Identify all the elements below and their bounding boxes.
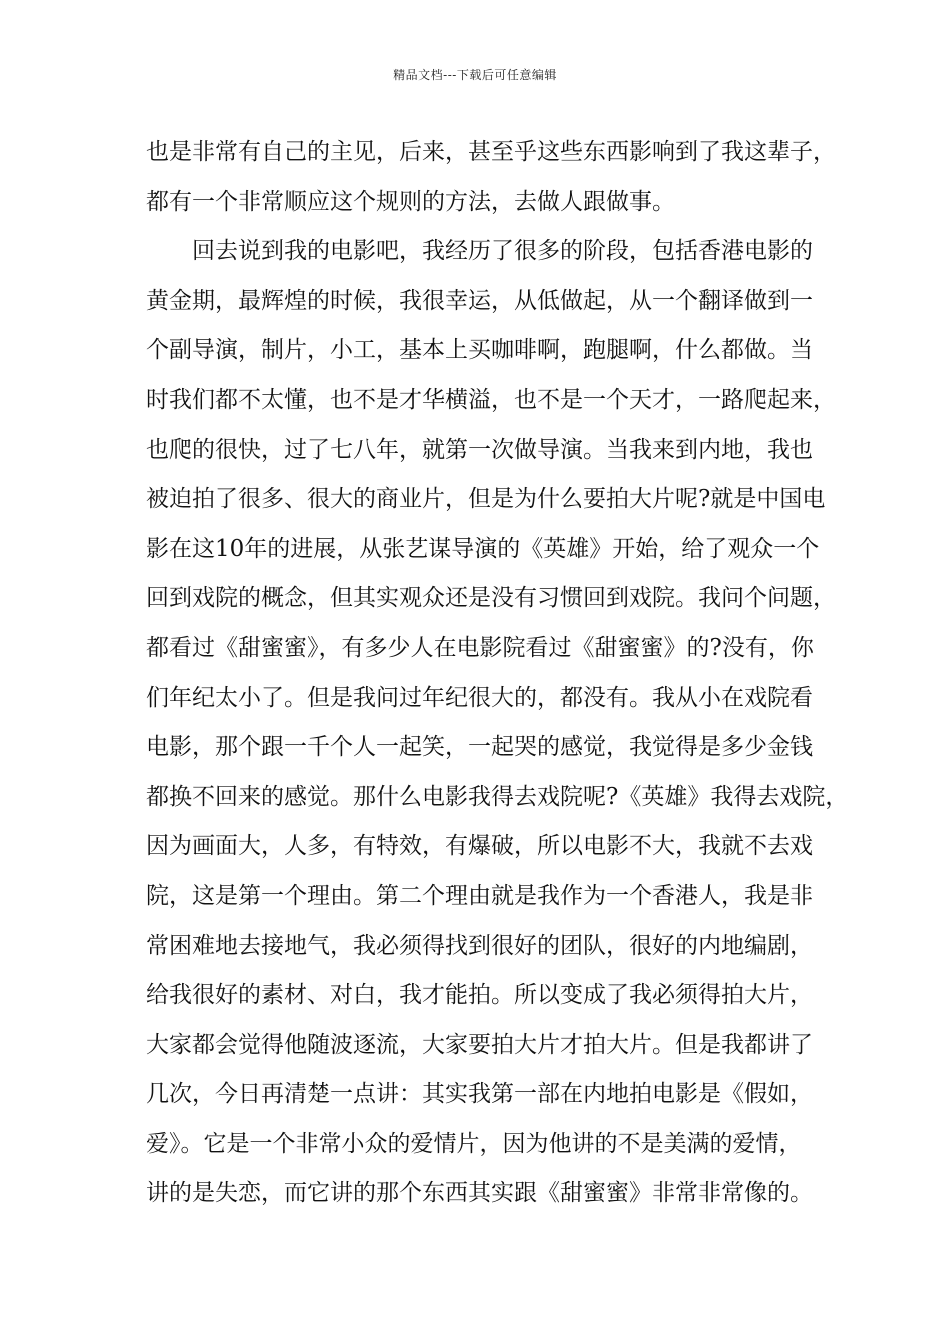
text-line: 黄金期，最辉煌的时候，我很幸运，从低做起，从一个翻译做到一 [146, 287, 813, 314]
text-line: 大家都会觉得他随波逐流，大家要拍大片才拍大片。但是我都讲了 [146, 1031, 813, 1058]
body-text [146, 128, 849, 1219]
text-line: 几次，今日再清楚一点讲：其实我第一部在内地拍电影是《假如， [146, 1081, 813, 1108]
text-line: 也是非常有自己的主见，后来，甚至乎这些东西影响到了我这辈子， [146, 139, 836, 165]
text-line: 讲的是失恋，而它讲的那个东西其实跟《甜蜜蜜》非常非常像的。 [146, 1180, 813, 1207]
text-line: 回到戏院的概念，但其实观众还是没有习惯回到戏院。我问个问题， [146, 585, 836, 612]
text-line: 被迫拍了很多、很大的商业片，但是为什么要拍大片呢?就是中国电 [146, 486, 826, 513]
text-line: 都换不回来的感觉。那什么电影我得去戏院呢?《英雄》我得去戏院， [146, 783, 849, 810]
text-line: 时我们都不太懂，也不是才华横溢，也不是一个天才，一路爬起来， [146, 386, 836, 413]
text-line: 常困难地去接地气，我必须得找到很好的团队，很好的内地编剧， [146, 932, 813, 959]
text-line: 影在这10年的进展，从张艺谋导演的《英雄》开始，给了观众一个 [146, 535, 820, 562]
text-line: 都有一个非常顺应这个规则的方法，去做人跟做事。 [146, 188, 675, 215]
page-header: 精品文档---下载后可任意编辑 [393, 68, 557, 82]
text-line: 给我很好的素材、对白，我才能拍。所以变成了我必须得拍大片， [146, 982, 813, 1009]
text-line: 都看过《甜蜜蜜》，有多少人在电影院看过《甜蜜蜜》的?没有，你 [146, 634, 814, 661]
text-line: 电影，那个跟一千个人一起笑，一起哭的感觉，我觉得是多少金钱 [146, 734, 813, 761]
text-line: 院，这是第一个理由。第二个理由就是我作为一个香港人，我是非 [146, 882, 813, 909]
paragraph-start-line: 回去说到我的电影吧，我经历了很多的阶段，包括香港电影的 [192, 238, 813, 265]
text-line: 也爬的很快，过了七八年，就第一次做导演。当我来到内地，我也 [146, 436, 813, 463]
text-line: 个副导演，制片，小工，基本上买咖啡啊，跑腿啊，什么都做。当 [146, 337, 813, 364]
text-line: 们年纪太小了。但是我问过年纪很大的，都没有。我从小在戏院看 [146, 684, 813, 711]
text-line: 爱》。它是一个非常小众的爱情片，因为他讲的不是美满的爱情， [146, 1130, 802, 1157]
text-line: 因为画面大，人多，有特效，有爆破，所以电影不大，我就不去戏 [146, 833, 813, 860]
